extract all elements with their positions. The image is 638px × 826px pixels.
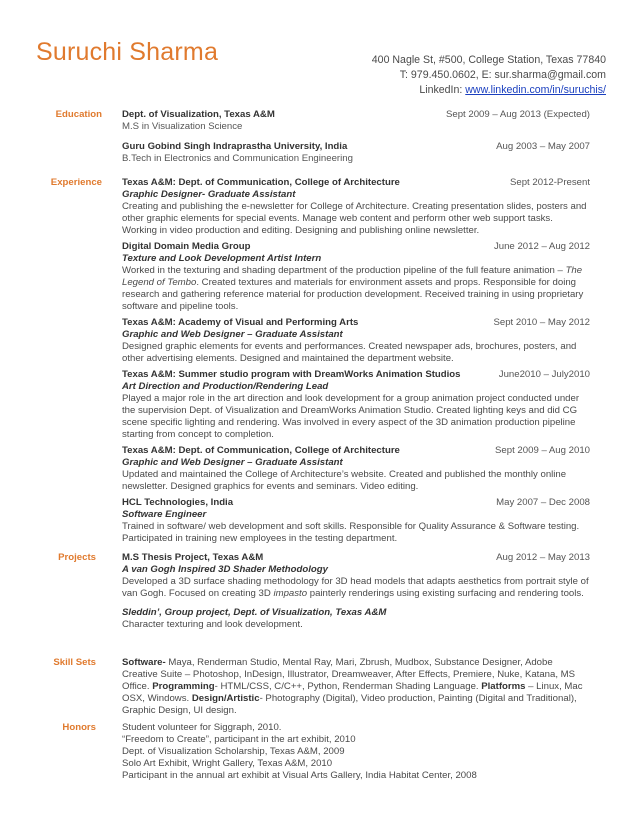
experience-role: Graphic and Web Designer – Graduate Assistant — [122, 329, 343, 341]
skill-label: Design/Artistic — [191, 693, 260, 705]
phone-email: T: 979.450.0602, E: sur.sharma@gmail.com — [399, 69, 606, 81]
honor-item: Dept. of Visualization Scholarship, Texas A&M, 2009 — [122, 746, 345, 758]
education-org: Guru Gobind Singh Indraprastha University, India — [122, 141, 348, 153]
project-desc — [122, 576, 590, 600]
experience-org: Texas A&M: Academy of Visual and Performing Arts — [122, 317, 359, 329]
experience-desc: Played a major role in the art direction and look development for a group animation project conducted under the supervision Dept. of Visualization and DreamWorks Animation Studio. Created lighting keys and did CG scene specific lighting and rendering. Was involved in every aspect of the 3D animation production pipeline starting from concept to completion. — [122, 393, 580, 441]
project-entry — [122, 607, 590, 631]
desc-part: Developed a 3D surface shading methodology for 3D head models that adapts aesthetics from portrait style of van Gogh. Focused on creating 3D — [122, 576, 589, 600]
section-label-education: Education — [55, 109, 102, 120]
experience-date: June 2012 – Aug 2012 — [493, 240, 590, 252]
skill-list: - HTML/CSS, C/C++, Python, Renderman Shading Language. — [214, 681, 482, 693]
experience-entry — [122, 497, 590, 545]
skills-text — [122, 657, 590, 717]
experience-org: Texas A&M: Dept. of Communication, College of Architecture — [122, 444, 400, 456]
project-desc: Character texturing and look development. — [122, 619, 303, 631]
education-date: Aug 2003 – May 2007 — [496, 141, 590, 153]
skill-label: Software- — [122, 657, 166, 668]
experience-role: Software Engineer — [122, 508, 207, 520]
italic-term: impasto — [273, 588, 308, 600]
experience-date: Sept 2009 – Aug 2010 — [495, 444, 590, 456]
resume-name: Suruchi Sharma — [36, 38, 219, 66]
experience-date: Sept 2010 – May 2012 — [493, 317, 590, 329]
desc-part: painterly renderings using existing surfacing and rendering tools. — [307, 588, 584, 600]
section-label-honors: Honors — [62, 722, 96, 733]
experience-role: Graphic Designer- Graduate Assistant — [122, 189, 296, 201]
experience-date: June2010 – July2010 — [498, 368, 590, 380]
project-date: Aug 2012 – May 2013 — [496, 552, 590, 563]
education-section — [122, 109, 590, 169]
experience-date: Sept 2012-Present — [509, 177, 590, 188]
film-title: The Legend of Tembo — [122, 265, 583, 289]
experience-org: Texas A&M: Summer studio program with DreamWorks Animation Studios — [122, 368, 461, 380]
experience-desc — [122, 265, 590, 313]
education-org: Dept. of Visualization, Texas A&M — [122, 109, 275, 120]
honor-item: “Freedom to Create”, participant in the art exhibit, 2010 — [122, 734, 356, 746]
honor-item: Student volunteer for Siggraph, 2010. — [122, 722, 282, 733]
address: 400 Nagle St, #500, College Station, Texas 77840 — [371, 54, 606, 66]
experience-desc: Designed graphic elements for events and performances. Created newspaper ads, brochures, posters, and other advertising elements. Designed and maintained the department website. — [122, 341, 577, 365]
honor-item: Solo Art Exhibit, Wright Gallery, Texas A&M, 2010 — [122, 758, 333, 770]
experience-org: HCL Technologies, India — [122, 496, 234, 508]
education-entry — [122, 141, 590, 165]
linkedin-link[interactable]: www.linkedin.com/in/suruchis/ — [465, 84, 606, 96]
experience-org: Texas A&M: Dept. of Communication, College of Architecture — [122, 177, 400, 188]
skill-list: – Linux, Mac OSX, Windows. — [122, 681, 583, 705]
linkedin-label: LinkedIn: — [419, 84, 463, 96]
experience-desc: Updated and maintained the College of Architecture’s website. Created and published the monthly online newsletter. Designed graphics for events and seminars. Video editing. — [122, 469, 567, 493]
project-title: Sleddin’, Group project, Dept. of Visualization, Texas A&M — [122, 607, 387, 619]
experience-desc: Trained in software/ web development and soft skills. Responsible for Quality Assurance & Software testing. Participated in training new employees in the testing department. — [122, 521, 580, 545]
project-title: A van Gogh Inspired 3D Shader Methodology — [122, 564, 328, 576]
honors-section — [122, 722, 590, 782]
education-date: Sept 2009 – Aug 2013 (Expected) — [445, 109, 590, 120]
experience-entry — [122, 369, 590, 442]
project-org: M.S Thesis Project, Texas A&M — [122, 552, 264, 563]
experience-role: Graphic and Web Designer – Graduate Assistant — [122, 457, 343, 469]
section-label-projects: Projects — [58, 552, 96, 563]
experience-date: May 2007 – Dec 2008 — [496, 496, 590, 508]
experience-entry — [122, 445, 590, 493]
experience-section — [122, 177, 590, 549]
education-degree: M.S in Visualization Science — [122, 121, 243, 133]
section-label-experience: Experience — [50, 177, 102, 188]
experience-entry — [122, 317, 590, 365]
experience-entry — [122, 177, 590, 237]
experience-entry — [122, 241, 590, 314]
skills-section — [122, 657, 590, 717]
project-entry — [122, 552, 590, 600]
desc-part: . Created textures and materials for environment assets and props. Responsible for doing research and gathering reference material for production development. Received training in using proprietary software and pipeline tools. — [122, 277, 584, 313]
experience-role: Art Direction and Production/Rendering Lead — [122, 381, 329, 392]
skill-label: Platforms — [481, 681, 526, 693]
section-label-skills: Skill Sets — [53, 657, 96, 668]
skill-list: - Photography (Digital), Video production, Painting (Digital and Traditional), Graphic Design, UI design. — [122, 693, 577, 717]
skill-list: Maya, Renderman Studio, Mental Ray, Mari, Zbrush, Mudbox, Substance Designer, Adobe Creative Suite – Photoshop, InDesign, Illustrator, Dreamweaver, After Effects, Premiere, Nuke, Katana, MS Office. — [122, 657, 576, 693]
skill-label: Programming — [152, 681, 215, 693]
linkedin-line — [372, 83, 606, 98]
experience-role: Texture and Look Development Artist Intern — [122, 253, 322, 265]
desc-part: Worked in the texturing and shading department of the production pipeline of the full feature animation – — [122, 265, 566, 277]
projects-section — [122, 552, 590, 635]
experience-desc: Creating and publishing the e-newsletter for College of Architecture. Creating presentation slides, posters and other graphic elements for special events. Manage web content and perform other web support tasks. Working in video production and editing. Designing and publishing online newsletter. — [122, 201, 587, 237]
experience-org: Digital Domain Media Group — [122, 240, 251, 252]
honor-item: Participant in the annual art exhibit at Visual Arts Gallery, India Habitat Center, 2008 — [122, 770, 477, 782]
contact-info — [372, 53, 606, 98]
education-entry — [122, 109, 590, 133]
education-degree: B.Tech in Electronics and Communication Engineering — [122, 153, 353, 165]
